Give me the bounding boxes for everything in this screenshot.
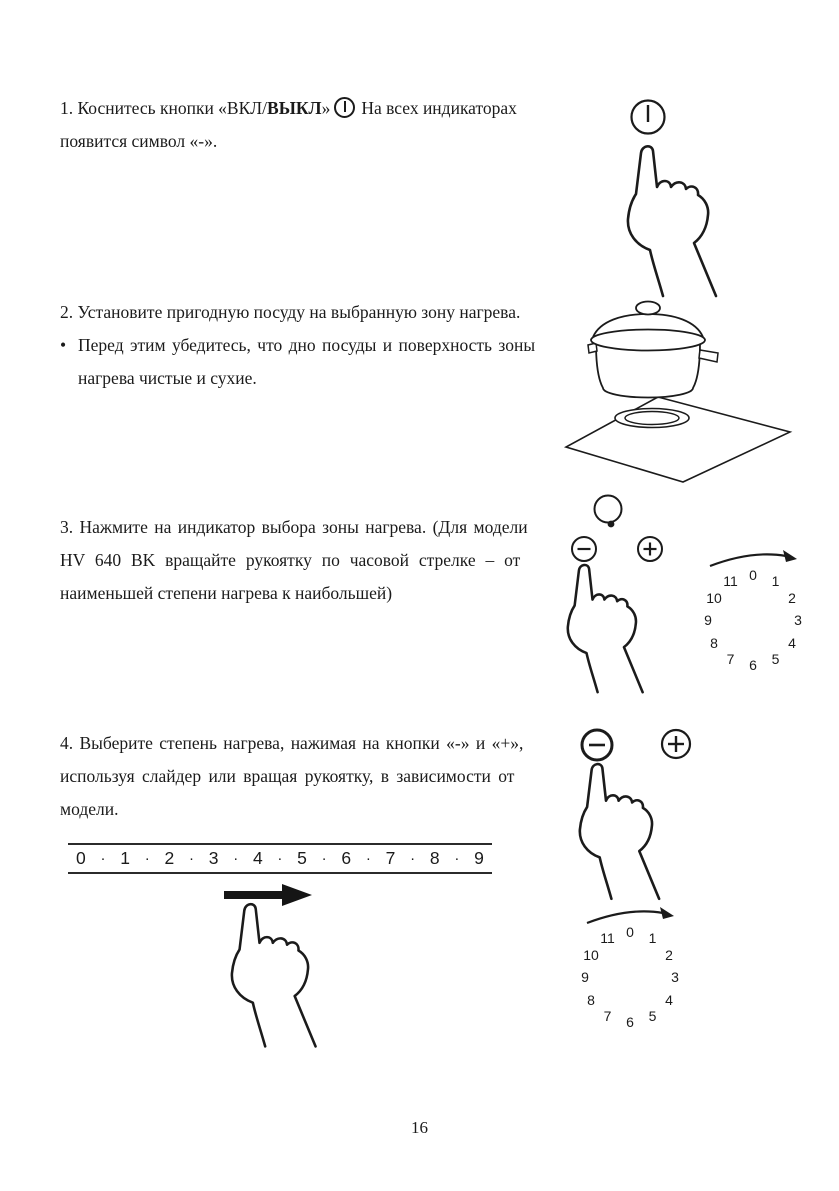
slider-number-2: 2	[164, 847, 175, 868]
dial-number-0: 0	[749, 567, 757, 583]
dial-number-3: 3	[671, 969, 679, 985]
slider-number-9: 9	[474, 847, 484, 868]
step4-paragraph	[60, 727, 523, 826]
slider-separator: ·	[144, 849, 150, 867]
dial-number-1: 1	[648, 930, 657, 946]
slider-separator: ·	[188, 849, 194, 867]
step3-line1: 3. Нажмите на индикатор выбора зоны нагрева. (Для модели	[60, 517, 528, 537]
dial-number-7: 7	[603, 1008, 612, 1024]
pointing-hand-icon	[568, 565, 643, 692]
dial-number-3: 3	[794, 612, 802, 628]
slider-separator: ·	[454, 849, 460, 867]
bullet-marker: •	[60, 335, 67, 355]
step2-text: Перед этим убедитесь, что дно посуды и поверхность зоны	[78, 335, 536, 355]
slider-bottom-line	[68, 872, 492, 874]
slider-number-1: 1	[120, 847, 130, 868]
slider-number-8: 8	[429, 847, 440, 868]
pot-on-hob-illustration	[552, 293, 802, 498]
step1-line2: появится символ «-».	[60, 131, 218, 151]
dial-number-11: 11	[723, 573, 738, 589]
dial-number-8: 8	[587, 991, 595, 1008]
dial-number-2: 2	[788, 589, 796, 606]
slider-separator: ·	[277, 849, 283, 867]
step1-line1	[60, 92, 517, 125]
step1-text-b: »	[321, 98, 331, 118]
slider-separator: ·	[321, 849, 327, 867]
pot-lid-rim	[591, 330, 705, 351]
pointing-hand-icon	[232, 904, 316, 1046]
dial-number-9: 9	[581, 969, 589, 985]
dial-number-5: 5	[771, 651, 780, 667]
page-number: 16	[411, 1118, 428, 1137]
step4-line3: модели.	[60, 799, 119, 819]
dial-number-4: 4	[665, 991, 673, 1008]
slider-number-6: 6	[341, 847, 352, 868]
step2-line3: нагрева чистые и сухие.	[78, 368, 257, 388]
slider-number-3: 3	[208, 847, 219, 868]
slider-number-7: 7	[385, 847, 396, 868]
dial	[575, 902, 685, 1032]
pot-lid-knob	[636, 302, 660, 315]
step4-illustration	[560, 720, 745, 908]
step2-line1: 2. Установите пригодную посуду на выбранную зону нагрева.	[60, 302, 521, 322]
dial-number-9: 9	[704, 612, 712, 628]
step3-line3: наименьшей степени нагрева к наибольшей)	[60, 583, 393, 603]
slider-separator: ·	[365, 849, 371, 867]
pointing-hand-icon	[628, 146, 716, 296]
dial-number-8: 8	[710, 634, 718, 651]
dial-number-6: 6	[626, 1014, 634, 1030]
step2-line2	[60, 329, 535, 362]
step1-illustration	[612, 92, 777, 304]
dial-number-1: 1	[771, 573, 780, 589]
slider-number-0: 0	[76, 847, 86, 868]
dial-number-5: 5	[648, 1008, 657, 1024]
step1-text-a: 1. Коснитесь кнопки «ВКЛ/	[60, 98, 268, 118]
dial-number-10: 10	[583, 946, 599, 963]
step3-paragraph	[60, 511, 528, 610]
slider-number-5: 5	[297, 847, 307, 868]
dial-number-0: 0	[626, 924, 634, 940]
slider-number-4: 4	[252, 847, 263, 868]
slider-scale	[76, 845, 484, 871]
step3-illustration	[545, 483, 710, 703]
step1-text-bold: ВЫКЛ	[267, 98, 322, 118]
dial-number-6: 6	[749, 657, 757, 673]
slider-separator: ·	[100, 849, 106, 867]
slider-separator: ·	[410, 849, 416, 867]
dial-number-7: 7	[726, 651, 735, 667]
step3-line2: HV 640 BK вращайте рукоятку по часовой стрелке – от	[60, 550, 521, 570]
step1-text-c: На всех индикаторах	[361, 98, 517, 118]
step4-line2: используя слайдер или вращая рукоятку, в зависимости от	[60, 766, 515, 786]
step4-line1: 4. Выберите степень нагрева, нажимая на кнопки «-» и «+»,	[60, 733, 524, 753]
dial-number-2: 2	[665, 946, 673, 963]
dial-number-10: 10	[706, 589, 722, 606]
hob-surface	[566, 397, 790, 482]
slider-hand-illustration	[210, 893, 360, 1053]
step2-paragraph	[60, 296, 535, 395]
dial-number-4: 4	[788, 634, 796, 651]
dial-number-11: 11	[600, 930, 615, 946]
slider-separator: ·	[233, 849, 239, 867]
pointing-hand-icon	[580, 764, 659, 899]
pot-handle-right	[699, 350, 718, 362]
knob-marker-dot	[608, 521, 615, 528]
step1-paragraph	[60, 92, 517, 158]
power-icon	[334, 97, 355, 118]
dial	[698, 545, 808, 675]
zone-indicator-knob	[595, 496, 622, 523]
